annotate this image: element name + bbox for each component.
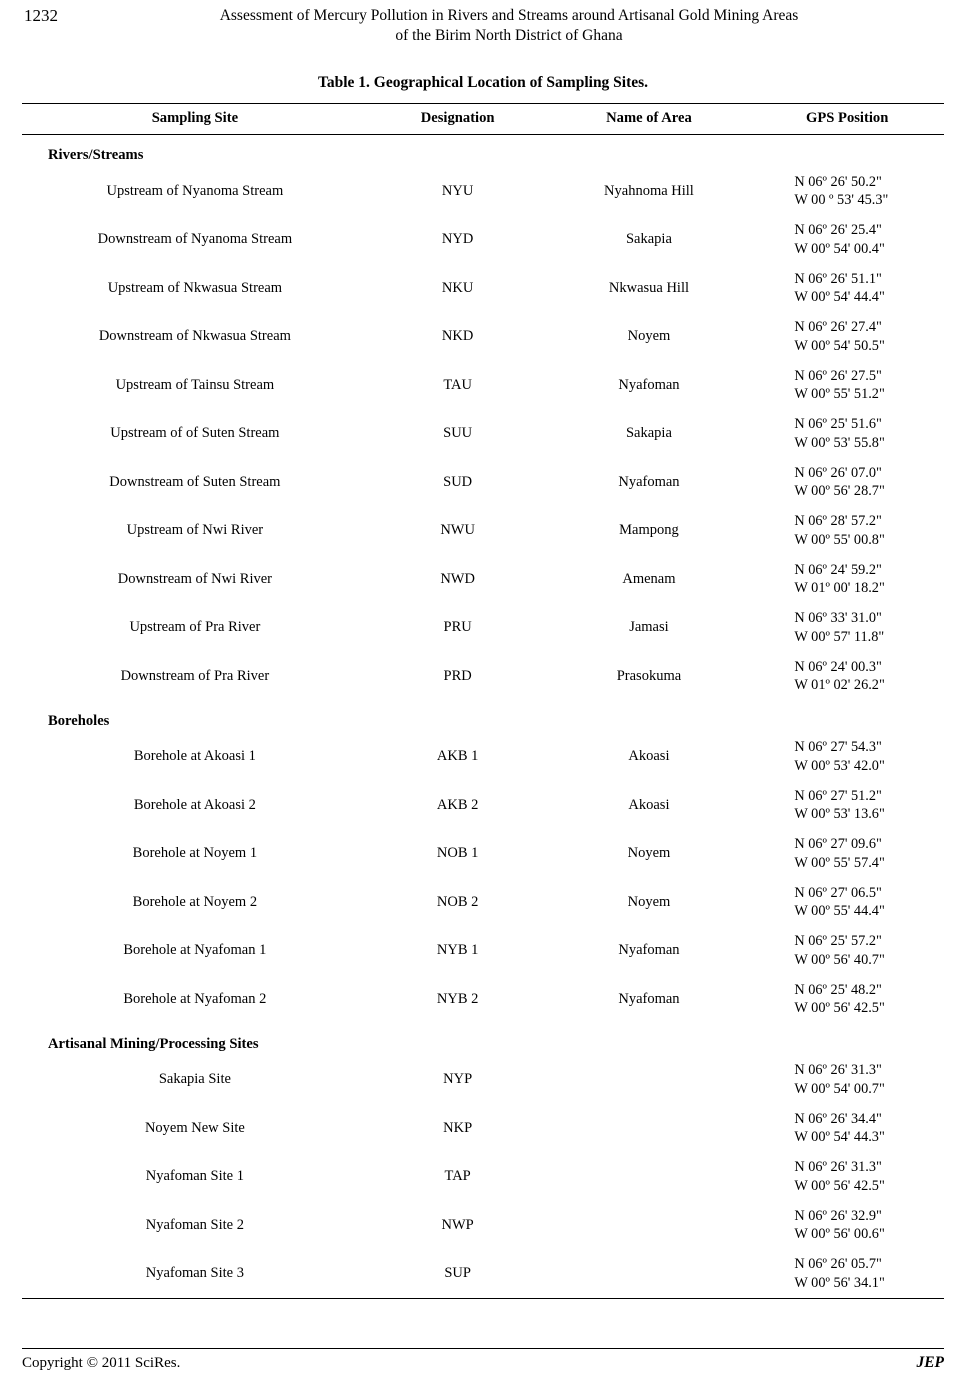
- cell-name-of-area: Nyafoman: [618, 942, 680, 959]
- running-title-line2: of the Birim North District of Ghana: [395, 27, 623, 45]
- gps-north: N 06º 26' 34.4": [794, 1110, 882, 1127]
- cell-sampling-site: Downstream of Suten Stream: [109, 473, 281, 490]
- cell-sampling-site: Borehole at Nyafoman 1: [123, 942, 267, 959]
- table-row: [22, 830, 944, 879]
- table-group-label: Rivers/Streams: [48, 147, 144, 163]
- cell-sampling-site: Downstream of Pra River: [120, 667, 270, 684]
- table-row: [22, 878, 944, 927]
- gps-north: N 06º 26' 25.4": [794, 222, 882, 239]
- cell-sampling-site: Upstream of of Suten Stream: [110, 425, 280, 442]
- cell-designation: NWP: [441, 1216, 474, 1233]
- gps-north: N 06º 28' 57.2": [794, 513, 882, 530]
- cell-gps-position: [750, 555, 944, 604]
- cell-name-of-area: Sakapia: [625, 425, 672, 442]
- cell-name-of-area: Nyafoman: [618, 376, 680, 393]
- column-header-sampling-site: Sampling Site: [22, 104, 368, 135]
- cell-name-of-area: Nyahnoma Hill: [604, 182, 694, 199]
- table-row: [22, 264, 944, 313]
- gps-north: N 06º 26' 32.9": [794, 1207, 882, 1224]
- table-body: [22, 135, 944, 1299]
- gps-west: W 00º 54' 50.5": [794, 337, 885, 354]
- gps-west: W 00º 56' 00.6": [794, 1226, 885, 1243]
- cell-designation: NKD: [441, 328, 474, 345]
- gps-west: W 01º 02' 26.2": [794, 677, 885, 694]
- gps-west: W 00º 55' 57.4": [794, 854, 885, 871]
- gps-west: W 00º 56' 42.5": [794, 1177, 885, 1194]
- cell-sampling-site: Sakapia Site: [158, 1071, 231, 1088]
- cell-gps-position: [750, 313, 944, 362]
- cell-gps-position: [750, 410, 944, 459]
- table-row: [22, 975, 944, 1024]
- table-row: [22, 604, 944, 653]
- gps-north: N 06º 26' 27.5": [794, 367, 882, 384]
- cell-sampling-site: Upstream of Tainsu Stream: [115, 376, 275, 393]
- gps-west: W 00º 54' 00.4": [794, 240, 885, 257]
- table-row: [22, 1153, 944, 1202]
- table-row: [22, 1056, 944, 1105]
- cell-designation: NKP: [443, 1119, 473, 1136]
- cell-designation: AKB 2: [436, 796, 479, 813]
- cell-name-of-area: [548, 1250, 751, 1299]
- cell-name-of-area: Amenam: [622, 570, 676, 587]
- table-row: [22, 1250, 944, 1299]
- cell-designation: NOB 1: [436, 845, 479, 862]
- cell-gps-position: [750, 1104, 944, 1153]
- cell-sampling-site: Downstream of Nyanoma Stream: [97, 231, 293, 248]
- cell-sampling-site: Nyafoman Site 2: [145, 1216, 244, 1233]
- table-row: [22, 167, 944, 216]
- footer-copyright: Copyright © 2011 SciRes.: [22, 1355, 181, 1371]
- cell-designation: NWU: [440, 522, 475, 539]
- column-header-name-of-area: Name of Area: [548, 104, 751, 135]
- cell-name-of-area: Noyem: [627, 328, 671, 345]
- cell-gps-position: [750, 458, 944, 507]
- table-row: [22, 1104, 944, 1153]
- cell-sampling-site: Upstream of Nwi River: [126, 522, 264, 539]
- cell-sampling-site: Upstream of Nkwasua Stream: [107, 279, 283, 296]
- page-number: 1232: [24, 6, 58, 25]
- cell-gps-position: [750, 781, 944, 830]
- gps-north: N 06º 26' 31.3": [794, 1159, 882, 1176]
- cell-gps-position: [750, 927, 944, 976]
- cell-name-of-area: Nyafoman: [618, 990, 680, 1007]
- header-row: [22, 104, 944, 135]
- cell-designation: NYD: [441, 231, 474, 248]
- running-head: [22, 0, 944, 52]
- gps-north: N 06º 27' 06.5": [794, 884, 882, 901]
- cell-name-of-area: Noyem: [627, 893, 671, 910]
- cell-gps-position: [750, 507, 944, 556]
- cell-designation: NWD: [440, 570, 475, 587]
- cell-designation: NYB 1: [436, 942, 479, 959]
- cell-sampling-site: Borehole at Nyafoman 2: [123, 990, 267, 1007]
- gps-north: N 06º 27' 51.2": [794, 787, 882, 804]
- cell-designation: TAP: [444, 1168, 471, 1185]
- gps-west: W 00º 55' 44.4": [794, 903, 885, 920]
- table-group-row: [22, 1024, 944, 1056]
- cell-sampling-site: Downstream of Nwi River: [117, 570, 272, 587]
- gps-north: N 06º 27' 09.6": [794, 836, 882, 853]
- cell-gps-position: [750, 1250, 944, 1299]
- gps-west: W 00º 53' 55.8": [794, 434, 885, 451]
- gps-west: W 00º 54' 44.3": [794, 1129, 885, 1146]
- cell-sampling-site: Nyafoman Site 3: [145, 1265, 244, 1282]
- table-row: [22, 733, 944, 782]
- running-title-line1: Assessment of Mercury Pollution in Rivers and Streams around Artisanal Gold Mining Areas: [219, 7, 799, 24]
- table-row: [22, 555, 944, 604]
- cell-gps-position: [750, 975, 944, 1024]
- cell-sampling-site: Borehole at Akoasi 2: [133, 796, 256, 813]
- cell-designation: SUU: [443, 425, 473, 442]
- cell-gps-position: [750, 1056, 944, 1105]
- cell-designation: NOB 2: [436, 893, 479, 910]
- table-group-row: [22, 135, 944, 168]
- gps-west: W 00º 56' 42.5": [794, 1000, 885, 1017]
- gps-north: N 06º 26' 31.3": [794, 1062, 882, 1079]
- cell-name-of-area: [548, 1153, 751, 1202]
- column-header-gps-position: GPS Position: [750, 104, 944, 135]
- cell-gps-position: [750, 733, 944, 782]
- cell-gps-position: [750, 1153, 944, 1202]
- cell-name-of-area: Noyem: [627, 845, 671, 862]
- table-row: [22, 410, 944, 459]
- footer-journal: JEP: [916, 1354, 944, 1371]
- table-group-label: Artisanal Mining/Processing Sites: [48, 1035, 259, 1052]
- cell-name-of-area: Akoasi: [628, 748, 670, 765]
- cell-sampling-site: Upstream of Nyanoma Stream: [106, 182, 284, 199]
- cell-gps-position: [750, 361, 944, 410]
- gps-north: N 06º 26' 07.0": [794, 464, 882, 481]
- gps-north: N 06º 26' 51.1": [794, 270, 882, 287]
- page-footer: [22, 1348, 944, 1372]
- cell-designation: PRU: [443, 619, 472, 636]
- running-title: [134, 6, 944, 47]
- gps-north: N 06º 26' 50.2": [794, 173, 882, 190]
- gps-west: W 00º 56' 40.7": [794, 951, 885, 968]
- cell-name-of-area: Mampong: [619, 522, 679, 539]
- table-group-row: [22, 701, 944, 733]
- gps-west: W 00º 53' 13.6": [794, 806, 885, 823]
- cell-gps-position: [750, 604, 944, 653]
- gps-west: W 00º 53' 42.0": [794, 757, 885, 774]
- cell-designation: AKB 1: [436, 748, 479, 765]
- table-row: [22, 507, 944, 556]
- table-row: [22, 781, 944, 830]
- table-row: [22, 927, 944, 976]
- cell-gps-position: [750, 652, 944, 701]
- cell-sampling-site: Upstream of Pra River: [129, 619, 261, 636]
- gps-north: N 06º 25' 57.2": [794, 933, 882, 950]
- table-caption: Table 1. Geographical Location of Sampling Sites.: [317, 74, 649, 91]
- cell-gps-position: [750, 167, 944, 216]
- gps-north: N 06º 25' 48.2": [794, 981, 882, 998]
- cell-designation: PRD: [443, 667, 472, 684]
- table-head: [22, 104, 944, 135]
- cell-gps-position: [750, 264, 944, 313]
- cell-name-of-area: Sakapia: [625, 231, 672, 248]
- cell-designation: SUD: [443, 473, 473, 490]
- cell-name-of-area: [548, 1201, 751, 1250]
- gps-west: W 00º 55' 51.2": [794, 386, 885, 403]
- gps-west: W 00 º 53' 45.3": [794, 192, 889, 209]
- cell-designation: NYP: [443, 1071, 473, 1088]
- gps-west: W 00º 54' 44.4": [794, 289, 885, 306]
- gps-west: W 00º 57' 11.8": [794, 628, 885, 645]
- cell-designation: SUP: [444, 1265, 471, 1282]
- cell-name-of-area: Nkwasua Hill: [608, 279, 690, 296]
- cell-sampling-site: Downstream of Nkwasua Stream: [98, 328, 291, 345]
- cell-name-of-area: Akoasi: [628, 796, 670, 813]
- cell-gps-position: [750, 830, 944, 879]
- sampling-sites-table: [22, 103, 944, 1298]
- cell-name-of-area: [548, 1104, 751, 1153]
- cell-designation: NYB 2: [436, 990, 479, 1007]
- table-row: [22, 361, 944, 410]
- cell-name-of-area: Jamasi: [629, 619, 669, 636]
- cell-name-of-area: Nyafoman: [618, 473, 680, 490]
- gps-west: W 00º 55' 00.8": [794, 531, 885, 548]
- gps-north: N 06º 26' 05.7": [794, 1256, 882, 1273]
- table-row: [22, 1201, 944, 1250]
- gps-north: N 06º 24' 59.2": [794, 561, 882, 578]
- cell-sampling-site: Borehole at Akoasi 1: [133, 748, 256, 765]
- gps-north: N 06º 33' 31.0": [794, 610, 882, 627]
- gps-west: W 00º 54' 00.7": [794, 1080, 885, 1097]
- cell-designation: TAU: [443, 376, 472, 393]
- cell-sampling-site: Noyem New Site: [144, 1119, 245, 1136]
- table-bottom-rule: [22, 1298, 944, 1299]
- cell-gps-position: [750, 878, 944, 927]
- table-row: [22, 652, 944, 701]
- cell-name-of-area: Prasokuma: [616, 667, 682, 684]
- cell-sampling-site: Borehole at Noyem 1: [132, 845, 258, 862]
- cell-sampling-site: Borehole at Noyem 2: [132, 893, 258, 910]
- gps-west: W 00º 56' 34.1": [794, 1274, 885, 1291]
- column-header-designation: Designation: [368, 104, 548, 135]
- cell-name-of-area: [548, 1056, 751, 1105]
- gps-north: N 06º 25' 51.6": [794, 416, 882, 433]
- cell-designation: NKU: [441, 279, 474, 296]
- table-group-label: Boreholes: [48, 712, 110, 729]
- cell-designation: NYU: [441, 182, 474, 199]
- gps-west: W 01º 00' 18.2": [794, 580, 885, 597]
- table-row: [22, 313, 944, 362]
- table-row: [22, 458, 944, 507]
- gps-north: N 06º 24' 00.3": [794, 658, 882, 675]
- cell-sampling-site: Nyafoman Site 1: [145, 1168, 244, 1185]
- cell-gps-position: [750, 1201, 944, 1250]
- gps-west: W 00º 56' 28.7": [794, 483, 885, 500]
- gps-north: N 06º 27' 54.3": [794, 739, 882, 756]
- cell-gps-position: [750, 216, 944, 265]
- table-row: [22, 216, 944, 265]
- gps-north: N 06º 26' 27.4": [794, 319, 882, 336]
